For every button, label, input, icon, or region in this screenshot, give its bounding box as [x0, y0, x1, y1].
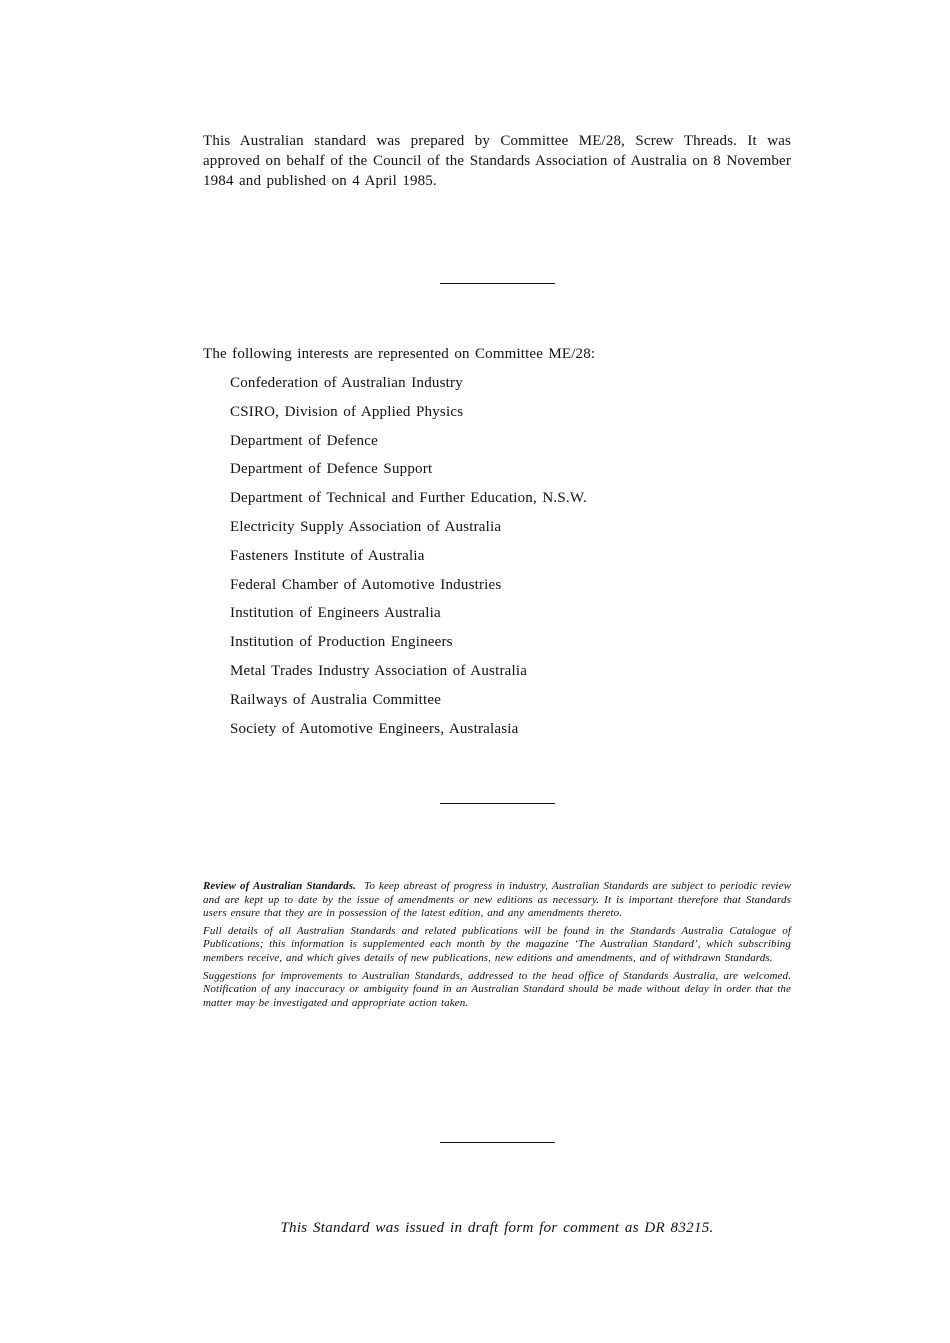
section-divider — [440, 803, 555, 804]
list-item: Department of Defence Support — [230, 461, 433, 478]
review-paragraph: Full details of all Australian Standards and related publications will be found in the Standards Australia Catalogue of Publications; this information is supplemented each month by the magazine ‘The Australian Standard’, which subscribing members receive, and which gives details of new publications, new editions and amendments, and of withdrawn Standards. — [203, 924, 791, 964]
intro-text: This Australian standard was prepared by Committee ME/28, Screw Threads. It was approved on behalf of the Council of the Standards Association of Australia on 8 November 1984 and published on 4 April 1985. — [203, 133, 791, 189]
interests-heading: The following interests are represented on Committee ME/28: — [203, 346, 596, 362]
review-paragraph — [203, 880, 791, 921]
interests-list — [230, 373, 587, 747]
intro-paragraph — [203, 131, 791, 191]
draft-note: This Standard was issued in draft form for comment as DR 83215. — [280, 1220, 714, 1236]
list-item: Metal Trades Industry Association of Australia — [230, 662, 528, 679]
review-lead: Review of Australian Standards. — [203, 880, 356, 892]
list-item: CSIRO, Division of Applied Physics — [230, 403, 464, 420]
list-item: Department of Technical and Further Education, N.S.W. — [230, 490, 587, 507]
section-divider — [440, 283, 555, 284]
review-paragraph: Suggestions for improvements to Australian Standards, addressed to the head office of Standards Australia, are welcomed. Notification of any inaccuracy or ambiguity found in an Australian Standard should be made without delay in order that the matter may be investigated and appropriate action taken. — [203, 969, 791, 1009]
review-notice — [203, 880, 791, 1014]
list-item: Department of Defence — [230, 432, 378, 449]
list-item: Fasteners Institute of Australia — [230, 547, 425, 564]
list-item: Railways of Australia Committee — [230, 691, 442, 708]
list-item: Institution of Production Engineers — [230, 634, 453, 651]
review-text: To keep abreast of progress in industry, Australian Standards are subject to periodic review and are kept up to date by the issue of amendments or new editions as necessary. It is important therefore that Standards users ensure that they are in possession of the latest edition, and any amendments thereto. — [203, 880, 792, 920]
list-item: Federal Chamber of Automotive Industries — [230, 576, 502, 593]
list-item: Electricity Supply Association of Australia — [230, 518, 502, 535]
list-item: Society of Automotive Engineers, Australasia — [230, 720, 519, 737]
list-item: Confederation of Australian Industry — [230, 375, 463, 391]
section-divider — [440, 1142, 555, 1143]
list-item: Institution of Engineers Australia — [230, 605, 441, 622]
